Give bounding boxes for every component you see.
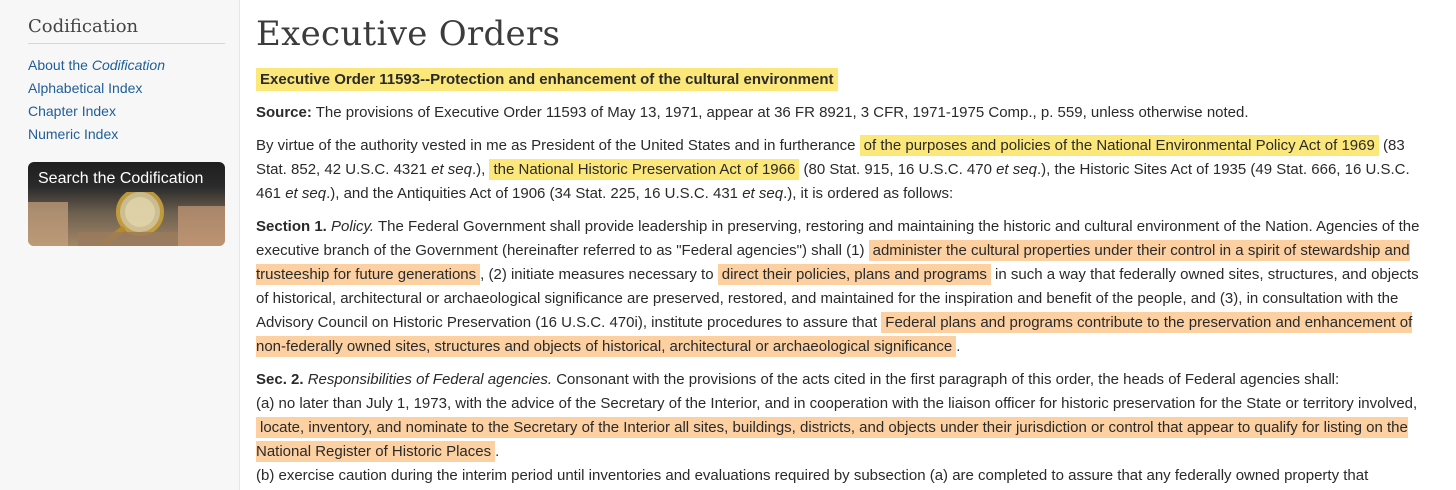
highlight-nhpa: the National Historic Preservation Act of 1966 [489,159,799,180]
section-2-label: Sec. 2. [256,371,304,388]
magnifying-glass-icon [28,192,225,246]
source-label: Source: [256,104,312,121]
section-1-heading: Policy. [331,218,375,235]
section-2b-text: (b) exercise caution during the interim period until inventories and evaluations required by subsection (a) are completed to assure that any federally owned property that [256,467,1369,484]
preamble-text: .), and the Antiquities Act of 1906 (34 Stat. 225, 16 U.S.C. 431 [326,185,743,202]
sidebar-link-about-emph: Codification [91,57,165,73]
section-1-text: The Federal Government shall provide leadership in preserving, restoring and maintaining the historic and cultural environment of the Nation. Agencies of the executive branch of the Government (hereinafter referred to as "Federal agencies") shall (1) [256,218,1420,259]
section-2a-text: . [495,443,500,460]
section-1-text: . [956,338,961,355]
sidebar-title: Codification [28,16,225,44]
highlight-direct-policies: direct their policies, plans and programs [718,264,991,285]
preamble-text: (80 Stat. 915, 16 U.S.C. 470 [799,161,997,178]
sidebar-link-about-prefix: About the [28,57,92,73]
source-paragraph [256,101,1434,125]
section-2a-text: (a) no later than July 1, 1973, with the advice of the Secretary of the Interior, and in cooperation with the liaison officer for historic preservation for the State or territory involved, [256,395,1418,412]
preamble-text: .), [471,161,490,178]
section-2-text: Consonant with the provisions of the acts cited in the first paragraph of this order, the heads of Federal agencies shall: [552,371,1340,388]
et-seq: et seq [742,185,784,202]
highlight-federal-plans: Federal plans and programs contribute to the preservation and enhancement of non-federally owned sites, structures and objects of historical, architectural or archaeological significance [256,314,1413,355]
sidebar-link-about[interactable] [28,54,225,77]
highlight-locate-inventory: locate, inventory, and nominate to the Secretary of the Interior all sites, buildings, districts, and objects under their jurisdiction or control that appear to qualify for listing on the National Register of Historic Places [256,419,1408,460]
section-2-paragraph [256,368,1434,488]
highlight-stewardship: administer the cultural properties under their control in a spirit of stewardship and trusteeship for future generations [256,242,1410,283]
section-1-label: Section 1. [256,218,327,235]
preamble-text: .), the Historic Sites Act of 1935 (49 Stat. 666, 16 U.S.C. 461 [256,161,1410,202]
search-codification-banner[interactable] [28,162,225,246]
sidebar [0,0,240,490]
section-2-heading: Responsibilities of Federal agencies. [307,371,553,388]
section-1-paragraph [256,215,1434,359]
executive-order-title: Executive Order 11593--Protection and enhancement of the cultural environment [256,68,838,91]
sidebar-link-alphabetical-index[interactable]: Alphabetical Index [28,80,143,96]
preamble-text: .), it is ordered as follows: [783,185,954,202]
sidebar-link-chapter-index[interactable]: Chapter Index [28,103,116,119]
et-seq: et seq [431,161,472,178]
sidebar-link-numeric-index[interactable]: Numeric Index [28,126,119,142]
preamble-text: By virtue of the authority vested in me as President of the United States and in furtherance [256,137,860,154]
section-1-text: , (2) initiate measures necessary to [480,266,718,283]
preamble-text: (83 Stat. 852, 42 U.S.C. 4321 [256,137,1405,178]
section-1-text: in such a way that federally owned sites, structures, and objects of historical, architectural or archaeological significance are preserved, restored, and maintained for the inspiration and benefit of the people, and (3), in consultation with the Advisory Council on Historic Preservation (16 U.S.C. 470i), institute procedures to assure that [256,266,1419,331]
search-codification-label: Search the Codification [38,170,204,187]
main-content [240,0,1456,490]
source-text: The provisions of Executive Order 11593 of May 13, 1971, appear at 36 FR 8921, 3 CFR, 1971-1975 Comp., p. 559, unless otherwise noted. [311,104,1249,121]
highlight-nepa: of the purposes and policies of the National Environmental Policy Act of 1969 [860,135,1379,156]
et-seq: et seq [996,161,1037,178]
et-seq: et seq [285,185,327,202]
preamble-paragraph [256,134,1434,206]
page-title: Executive Orders [256,14,561,54]
